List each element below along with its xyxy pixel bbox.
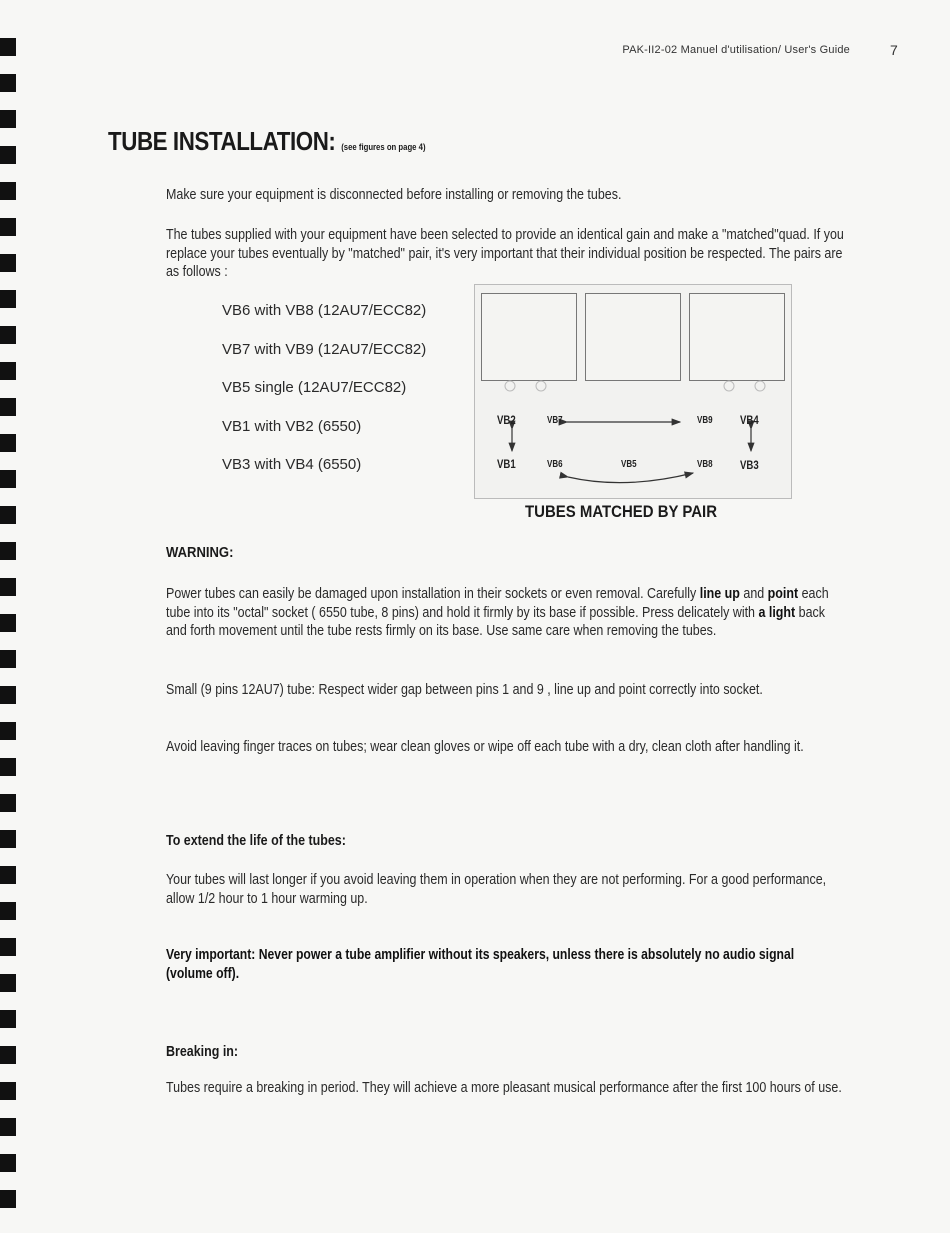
tube-vb3: VB3 bbox=[740, 458, 759, 472]
warning-text-a: Power tubes can easily be damaged upon installation in their sockets or even removal. Carefully bbox=[166, 586, 700, 602]
warning-text-e: back and forth movement until the tube rests firmly on its base. Use same care when removing the tubes. bbox=[166, 604, 826, 639]
warning-bold-line-up: line up bbox=[699, 586, 740, 602]
tube-vb5: VB5 bbox=[621, 459, 637, 470]
tube-vb8: VB8 bbox=[697, 459, 713, 470]
figure-caption: TUBES MATCHED BY PAIR bbox=[525, 502, 718, 521]
warning-paragraph-3: Avoid leaving finger traces on tubes; wear clean gloves or wipe off each tube with a dry, clean cloth after handling it. bbox=[166, 739, 804, 755]
page-title bbox=[108, 126, 426, 157]
life-heading: To extend the life of the tubes: bbox=[166, 833, 346, 849]
warning-paragraph-2: Small (9 pins 12AU7) tube: Respect wider gap between pins 1 and 9 , line up and point correctly into socket. bbox=[166, 682, 763, 698]
page-number: 7 bbox=[890, 42, 898, 58]
warning-bold-a-light: a light bbox=[758, 604, 796, 621]
title-note: (see figures on page 4) bbox=[341, 142, 426, 152]
tube-vb6: VB6 bbox=[547, 459, 563, 470]
warning-text-c: and bbox=[739, 586, 768, 602]
warning-text-d: each tube into its "octal" socket ( 6550 tube, 8 pins) and hold it firmly by its base if possible. Press delicately with bbox=[166, 586, 829, 621]
warning-paragraph-1 bbox=[166, 585, 845, 641]
title-main: TUBE INSTALLATION: bbox=[108, 126, 336, 156]
intro-paragraph: Make sure your equipment is disconnected before installing or removing the tubes. bbox=[166, 187, 622, 203]
pair-item: VB6 with VB8 (12AU7/ECC82) bbox=[222, 302, 427, 319]
warning-bold-point: point bbox=[767, 586, 799, 602]
warning-heading: WARNING: bbox=[166, 545, 234, 561]
important-notice: Very important: Never power a tube amplifier without its speakers, unless there is absolutely no audio signal (volume off). bbox=[166, 947, 795, 982]
matched-paragraph: The tubes supplied with your equipment have been selected to provide an identical gain and make a "matched"quad. If you replace your tubes eventually by "matched" pair, it's very important that their individual position be respected. The pairs are as follows : bbox=[166, 227, 844, 280]
tube-vb2: VB2 bbox=[497, 413, 516, 427]
tube-vb9: VB9 bbox=[697, 415, 713, 426]
tube-vb7: VB7 bbox=[547, 415, 563, 426]
tube-vb4: VB4 bbox=[740, 413, 759, 427]
life-paragraph: Your tubes will last longer if you avoid leaving them in operation when they are not performing. For a good performance, allow 1/2 hour to 1 hour warming up. bbox=[166, 872, 827, 907]
pair-item: VB5 single (12AU7/ECC82) bbox=[222, 379, 407, 396]
binding-holes bbox=[0, 0, 22, 1233]
pair-item: VB3 with VB4 (6550) bbox=[222, 456, 362, 473]
pair-item: VB7 with VB9 (12AU7/ECC82) bbox=[222, 340, 427, 358]
tube-layout-figure bbox=[474, 284, 792, 499]
breaking-heading: Breaking in: bbox=[166, 1044, 239, 1060]
tube-vb1: VB1 bbox=[497, 457, 516, 471]
header-text: PAK-II2-02 Manuel d'utilisation/ User's Guide bbox=[622, 44, 850, 56]
pairs-list bbox=[222, 302, 426, 495]
breaking-paragraph: Tubes require a breaking in period. They will achieve a more pleasant musical performance after the first 100 hours of use. bbox=[166, 1080, 842, 1096]
running-header bbox=[622, 42, 898, 58]
pair-item: VB1 with VB2 (6550) bbox=[222, 417, 362, 435]
